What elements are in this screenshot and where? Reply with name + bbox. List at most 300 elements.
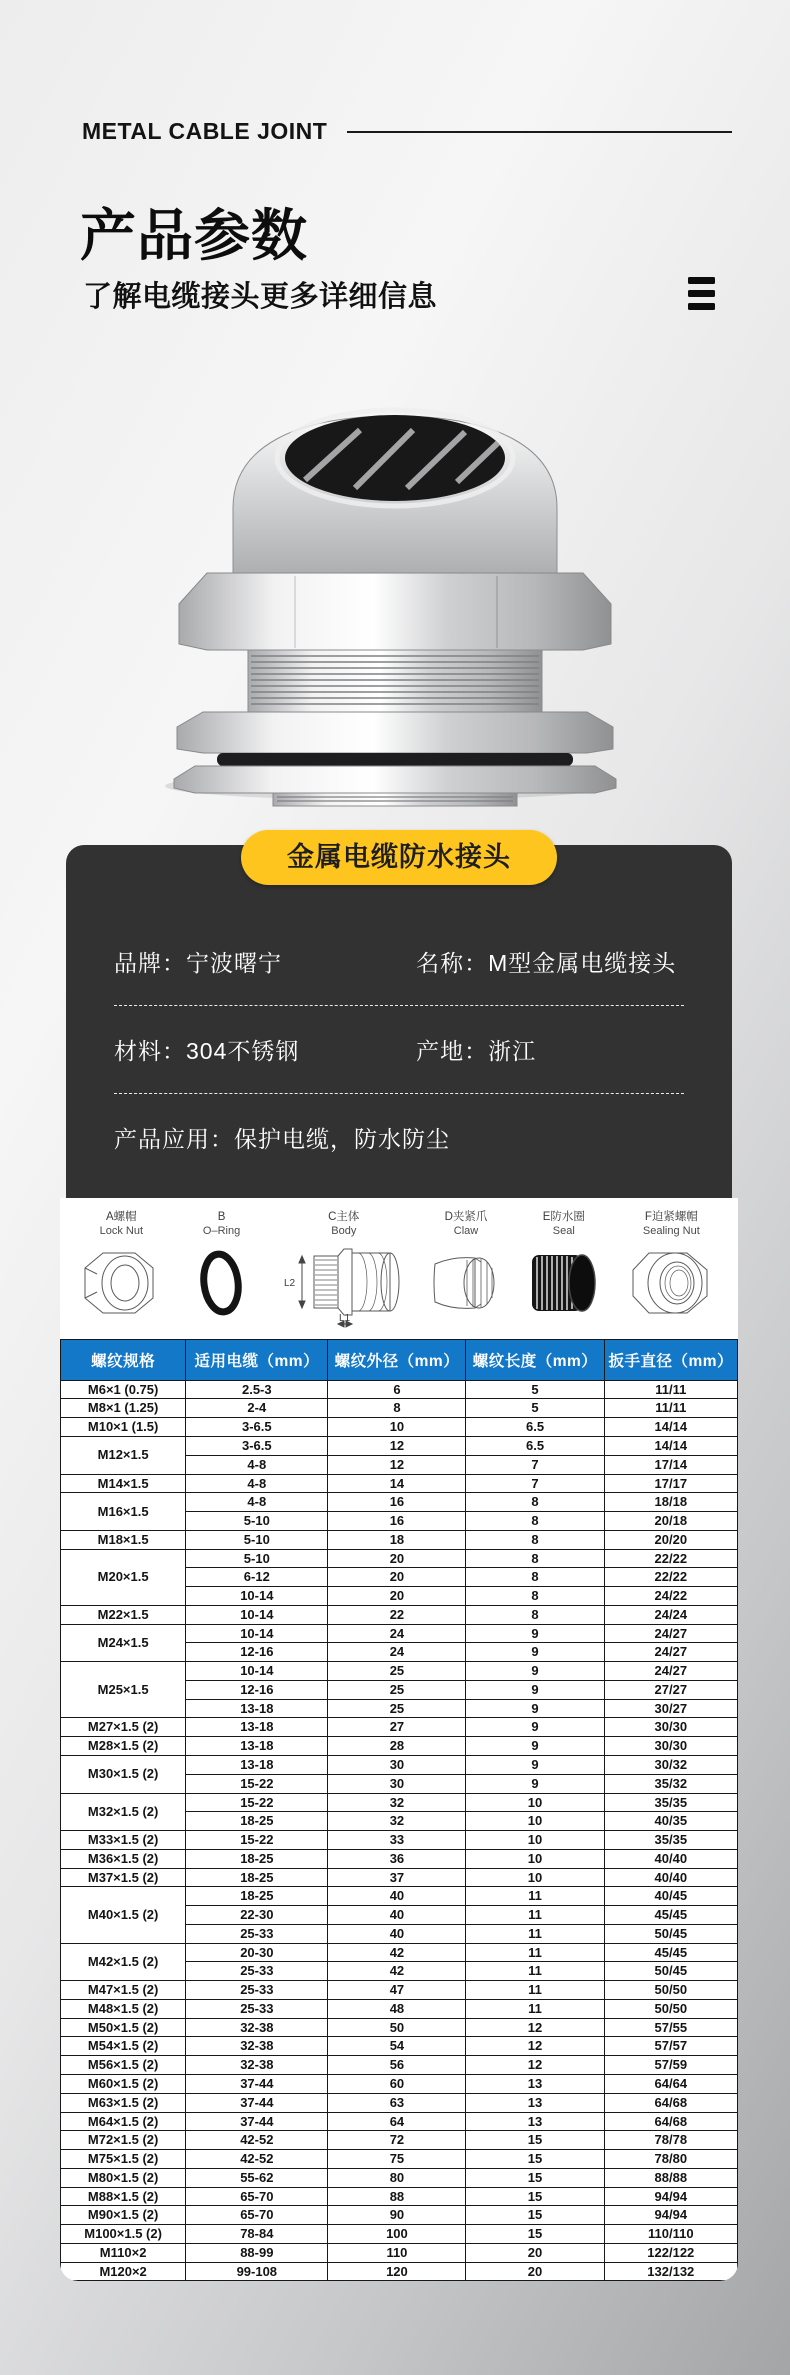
value-cell: 35/32 [604,1774,737,1793]
value-cell: 25-33 [186,1924,328,1943]
value-cell: 30/27 [604,1699,737,1718]
value-cell: 45/45 [604,1943,737,1962]
value-cell: 94/94 [604,2206,737,2225]
value-cell: 15-22 [186,1831,328,1850]
spec-cell: M32×1.5 (2) [61,1793,186,1831]
table-row [61,2018,738,2037]
spec-cell: M110×2 [61,2243,186,2262]
product-badge: 金属电缆防水接头 [241,830,557,885]
body-icon [280,1244,408,1332]
value-cell: 24/27 [604,1624,737,1643]
part-label-en: O–Ring [202,1224,241,1237]
value-cell: 40 [328,1924,466,1943]
lock-nut-icon [77,1244,165,1322]
table-row [61,1549,738,1568]
svg-text:L1: L1 [338,1312,350,1324]
spec-cell: M6×1 (0.75) [61,1380,186,1399]
value-cell: 63 [328,2093,466,2112]
value-cell: 30/32 [604,1756,737,1775]
spec-cell: M80×1.5 (2) [61,2168,186,2187]
value-cell: 16 [328,1493,466,1512]
value-cell: 15 [466,2131,604,2150]
table-row [61,1399,738,1418]
part-label-en: Seal [552,1224,575,1237]
table-row [61,1474,738,1493]
value-cell: 18-25 [186,1812,328,1831]
spec-cell: M8×1 (1.25) [61,1399,186,1418]
value-cell: 88 [328,2187,466,2206]
value-cell: 55-62 [186,2168,328,2187]
value-cell: 13 [466,2112,604,2131]
value-cell: 75 [328,2150,466,2169]
table-row [61,1849,738,1868]
value-cell: 15 [466,2225,604,2244]
spec-table [60,1339,738,2282]
value-cell: 4-8 [186,1493,328,1512]
value-cell: 24/27 [604,1662,737,1681]
value-cell: 10 [328,1418,466,1437]
value-cell: 9 [466,1756,604,1775]
value-cell: 18/18 [604,1493,737,1512]
spec-cell: M24×1.5 [61,1624,186,1662]
sealing-nut-icon [625,1244,717,1322]
value-cell: 56 [328,2056,466,2075]
value-cell: 132/132 [604,2262,737,2281]
value-cell: 11/11 [604,1399,737,1418]
value-cell: 22 [328,1605,466,1624]
value-cell: 50 [328,2018,466,2037]
value-cell: 30 [328,1756,466,1775]
value-cell: 57/57 [604,2037,737,2056]
spec-cell: M64×1.5 (2) [61,2112,186,2131]
value-cell: 14/14 [604,1418,737,1437]
field-label: 品牌： [114,950,186,976]
table-row [61,2262,738,2281]
value-cell: 11 [466,1999,604,2018]
value-cell: 22-30 [186,1906,328,1925]
value-cell: 36 [328,1849,466,1868]
spec-cell: M63×1.5 (2) [61,2093,186,2112]
field-value: 304不锈钢 [186,1038,300,1064]
value-cell: 11 [466,1887,604,1906]
part-label-en: Claw [453,1224,479,1237]
value-cell: 122/122 [604,2243,737,2262]
value-cell: 88/88 [604,2168,737,2187]
value-cell: 10 [466,1849,604,1868]
value-cell: 18-25 [186,1868,328,1887]
part-label-cn: E防水圈 [542,1211,585,1223]
value-cell: 11 [466,1906,604,1925]
spec-cell: M33×1.5 (2) [61,1831,186,1850]
field-value: 保护电缆，防水防尘 [234,1126,450,1152]
value-cell: 20 [466,2262,604,2281]
menu-bar [688,277,715,284]
value-cell: 15 [466,2150,604,2169]
value-cell: 50/45 [604,1924,737,1943]
value-cell: 24/22 [604,1587,737,1606]
table-row [61,1530,738,1549]
value-cell: 3-6.5 [186,1418,328,1437]
table-row [61,1493,738,1512]
value-cell: 7 [466,1455,604,1474]
value-cell: 120 [328,2262,466,2281]
value-cell: 28 [328,1737,466,1756]
value-cell: 18-25 [186,1849,328,1868]
table-row [61,1868,738,1887]
spec-cell: M50×1.5 (2) [61,2018,186,2037]
value-cell: 9 [466,1718,604,1737]
spec-cell: M47×1.5 (2) [61,1981,186,2000]
spec-cell: M88×1.5 (2) [61,2187,186,2206]
value-cell: 13-18 [186,1718,328,1737]
field-origin [416,1033,536,1066]
value-cell: 6 [328,1380,466,1399]
spec-row-material-origin [114,1033,684,1066]
field-label: 产地： [416,1038,489,1064]
value-cell: 11 [466,1943,604,1962]
value-cell: 48 [328,1999,466,2018]
table-row [61,1718,738,1737]
value-cell: 2.5-3 [186,1380,328,1399]
value-cell: 5-10 [186,1512,328,1531]
value-cell: 15 [466,2187,604,2206]
value-cell: 32 [328,1793,466,1812]
value-cell: 42-52 [186,2131,328,2150]
table-row [61,1418,738,1437]
value-cell: 4-8 [186,1474,328,1493]
value-cell: 5-10 [186,1530,328,1549]
table-row [61,2206,738,2225]
value-cell: 20 [328,1587,466,1606]
value-cell: 80 [328,2168,466,2187]
value-cell: 45/45 [604,1906,737,1925]
value-cell: 33 [328,1831,466,1850]
value-cell: 12 [328,1455,466,1474]
column-header: 螺纹规格 [61,1339,186,1380]
table-row [61,2112,738,2131]
value-cell: 37 [328,1868,466,1887]
table-row [61,1999,738,2018]
value-cell: 40/40 [604,1849,737,1868]
table-row [61,1793,738,1812]
info-card [60,842,738,2281]
spec-cell: M30×1.5 (2) [61,1756,186,1794]
value-cell: 12 [328,1436,466,1455]
value-cell: 4-8 [186,1455,328,1474]
spec-cell: M27×1.5 (2) [61,1718,186,1737]
spec-cell: M25×1.5 [61,1662,186,1718]
value-cell: 11 [466,1924,604,1943]
field-label: 产品应用： [114,1126,234,1152]
table-row [61,1887,738,1906]
value-cell: 42 [328,1943,466,1962]
value-cell: 24/27 [604,1643,737,1662]
value-cell: 30 [328,1774,466,1793]
seal-icon [522,1244,606,1322]
value-cell: 42 [328,1962,466,1981]
value-cell: 8 [466,1512,604,1531]
value-cell: 90 [328,2206,466,2225]
value-cell: 9 [466,1662,604,1681]
part-label-en: Lock Nut [99,1224,144,1237]
value-cell: 40/35 [604,1812,737,1831]
value-cell: 40 [328,1887,466,1906]
value-cell: 5-10 [186,1549,328,1568]
claw-icon [423,1244,509,1322]
column-header: 适用电缆（mm） [186,1339,328,1380]
value-cell: 54 [328,2037,466,2056]
field-value: 浙江 [488,1038,537,1064]
part-sealing-nut [613,1210,730,1327]
value-cell: 37-44 [186,2075,328,2094]
dashed-divider [114,1005,684,1006]
value-cell: 32-38 [186,2018,328,2037]
spec-cell: M100×1.5 (2) [61,2225,186,2244]
value-cell: 72 [328,2131,466,2150]
spec-cell: M18×1.5 [61,1530,186,1549]
value-cell: 5 [466,1399,604,1418]
value-cell: 8 [466,1530,604,1549]
field-label: 材料： [114,1038,186,1064]
value-cell: 11 [466,1962,604,1981]
part-o-ring [173,1210,271,1327]
table-row [61,1737,738,1756]
value-cell: 110/110 [604,2225,737,2244]
value-cell: 20 [328,1549,466,1568]
spec-cell: M75×1.5 (2) [61,2150,186,2169]
column-header: 螺纹外径（mm） [328,1339,466,1380]
value-cell: 7 [466,1474,604,1493]
value-cell: 12 [466,2018,604,2037]
part-claw [417,1210,515,1327]
value-cell: 20-30 [186,1943,328,1962]
table-row [61,2093,738,2112]
value-cell: 12 [466,2037,604,2056]
value-cell: 88-99 [186,2243,328,2262]
value-cell: 99-108 [186,2262,328,2281]
spec-cell: M90×1.5 (2) [61,2206,186,2225]
value-cell: 11 [466,1981,604,2000]
value-cell: 65-70 [186,2187,328,2206]
value-cell: 25-33 [186,1962,328,1981]
value-cell: 32-38 [186,2037,328,2056]
part-label-en: Sealing Nut [642,1224,700,1237]
value-cell: 25 [328,1699,466,1718]
value-cell: 110 [328,2243,466,2262]
brand-row [82,118,732,145]
divider-line [347,131,732,133]
table-row [61,2131,738,2150]
table-row [61,2225,738,2244]
value-cell: 15 [466,2206,604,2225]
value-cell: 6-12 [186,1568,328,1587]
value-cell: 8 [466,1587,604,1606]
value-cell: 14 [328,1474,466,1493]
value-cell: 8 [466,1549,604,1568]
svg-text:L2: L2 [283,1277,295,1289]
value-cell: 9 [466,1699,604,1718]
field-value: 宁波曙宁 [186,950,282,976]
value-cell: 94/94 [604,2187,737,2206]
parts-diagram [60,1198,738,1339]
value-cell: 2-4 [186,1399,328,1418]
value-cell: 27/27 [604,1680,737,1699]
value-cell: 78/78 [604,2131,737,2150]
value-cell: 20/18 [604,1512,737,1531]
value-cell: 64/68 [604,2112,737,2131]
value-cell: 24/24 [604,1605,737,1624]
value-cell: 20 [328,1568,466,1587]
table-row [61,2168,738,2187]
value-cell: 9 [466,1680,604,1699]
value-cell: 40/40 [604,1868,737,1887]
part-body [270,1210,417,1337]
value-cell: 12-16 [186,1680,328,1699]
table-row [61,1831,738,1850]
field-label: 名称： [416,950,489,976]
part-label-cn: B [217,1211,226,1223]
value-cell: 13-18 [186,1699,328,1718]
part-label-cn: A螺帽 [106,1211,137,1223]
table-body [61,1380,738,2281]
value-cell: 20 [466,2243,604,2262]
value-cell: 100 [328,2225,466,2244]
value-cell: 10 [466,1812,604,1831]
value-cell: 17/17 [604,1474,737,1493]
spec-row-brand-name [114,945,684,978]
value-cell: 78-84 [186,2225,328,2244]
brand-text: METAL CABLE JOINT [82,118,328,144]
value-cell: 25 [328,1680,466,1699]
value-cell: 24 [328,1624,466,1643]
value-cell: 60 [328,2075,466,2094]
value-cell: 37-44 [186,2093,328,2112]
spec-cell: M56×1.5 (2) [61,2056,186,2075]
value-cell: 25-33 [186,1981,328,2000]
value-cell: 17/14 [604,1455,737,1474]
table-row [61,2075,738,2094]
value-cell: 3-6.5 [186,1436,328,1455]
value-cell: 10-14 [186,1587,328,1606]
table-row [61,2187,738,2206]
table-row [61,2056,738,2075]
value-cell: 57/59 [604,2056,737,2075]
value-cell: 35/35 [604,1793,737,1812]
value-cell: 40 [328,1906,466,1925]
table-row [61,1756,738,1775]
value-cell: 65-70 [186,2206,328,2225]
spec-cell: M42×1.5 (2) [61,1943,186,1981]
value-cell: 25-33 [186,1999,328,2018]
value-cell: 11/11 [604,1380,737,1399]
dashed-divider [114,1093,684,1094]
spec-cell: M16×1.5 [61,1493,186,1531]
table-row [61,2243,738,2262]
spec-cell: M60×1.5 (2) [61,2075,186,2094]
table-row [61,2037,738,2056]
value-cell: 6.5 [466,1418,604,1437]
spec-row-application [114,1121,684,1154]
value-cell: 8 [466,1568,604,1587]
value-cell: 37-44 [186,2112,328,2131]
value-cell: 9 [466,1737,604,1756]
value-cell: 13-18 [186,1756,328,1775]
spec-cell: M37×1.5 (2) [61,1868,186,1887]
value-cell: 10-14 [186,1662,328,1681]
value-cell: 64/68 [604,2093,737,2112]
table-card [60,1339,738,2282]
value-cell: 9 [466,1643,604,1662]
value-cell: 18 [328,1530,466,1549]
field-name [416,945,676,978]
table-row [61,1436,738,1455]
value-cell: 30/30 [604,1718,737,1737]
value-cell: 40/45 [604,1887,737,1906]
field-value: M型金属电缆接头 [488,950,677,976]
value-cell: 35/35 [604,1831,737,1850]
page-title: 产品参数 [80,204,308,267]
hamburger-menu-icon[interactable] [688,277,715,310]
table-row [61,2150,738,2169]
value-cell: 78/80 [604,2150,737,2169]
value-cell: 15-22 [186,1774,328,1793]
value-cell: 22/22 [604,1568,737,1587]
value-cell: 10-14 [186,1624,328,1643]
spec-cell: M12×1.5 [61,1436,186,1474]
value-cell: 25 [328,1662,466,1681]
value-cell: 16 [328,1512,466,1531]
part-label-cn: D夹紧爪 [444,1211,488,1223]
value-cell: 10 [466,1831,604,1850]
table-header [61,1339,738,1380]
value-cell: 10 [466,1793,604,1812]
column-header: 螺纹长度（mm） [466,1339,604,1380]
part-label-cn: C主体 [328,1211,360,1223]
o-ring-icon [187,1244,257,1322]
value-cell: 13 [466,2075,604,2094]
value-cell: 20/20 [604,1530,737,1549]
spec-cell: M40×1.5 (2) [61,1887,186,1943]
part-seal [515,1210,613,1327]
value-cell: 8 [466,1605,604,1624]
menu-bar [688,303,715,310]
value-cell: 47 [328,1981,466,2000]
value-cell: 30/30 [604,1737,737,1756]
value-cell: 64 [328,2112,466,2131]
value-cell: 10-14 [186,1605,328,1624]
value-cell: 32-38 [186,2056,328,2075]
value-cell: 15-22 [186,1793,328,1812]
page-subtitle: 了解电缆接头更多详细信息 [83,281,438,313]
header-row [61,1339,738,1380]
value-cell: 42-52 [186,2150,328,2169]
value-cell: 13 [466,2093,604,2112]
table-row [61,1380,738,1399]
value-cell: 32 [328,1812,466,1831]
spec-cell: M28×1.5 (2) [61,1737,186,1756]
value-cell: 57/55 [604,2018,737,2037]
value-cell: 9 [466,1774,604,1793]
part-label-en: Body [331,1224,357,1237]
table-row [61,1605,738,1624]
spec-panel [66,845,732,1198]
spec-cell: M120×2 [61,2262,186,2281]
value-cell: 5 [466,1380,604,1399]
spec-cell: M48×1.5 (2) [61,1999,186,2018]
value-cell: 24 [328,1643,466,1662]
value-cell: 50/50 [604,1999,737,2018]
part-label-cn: F迫紧螺帽 [644,1211,698,1223]
